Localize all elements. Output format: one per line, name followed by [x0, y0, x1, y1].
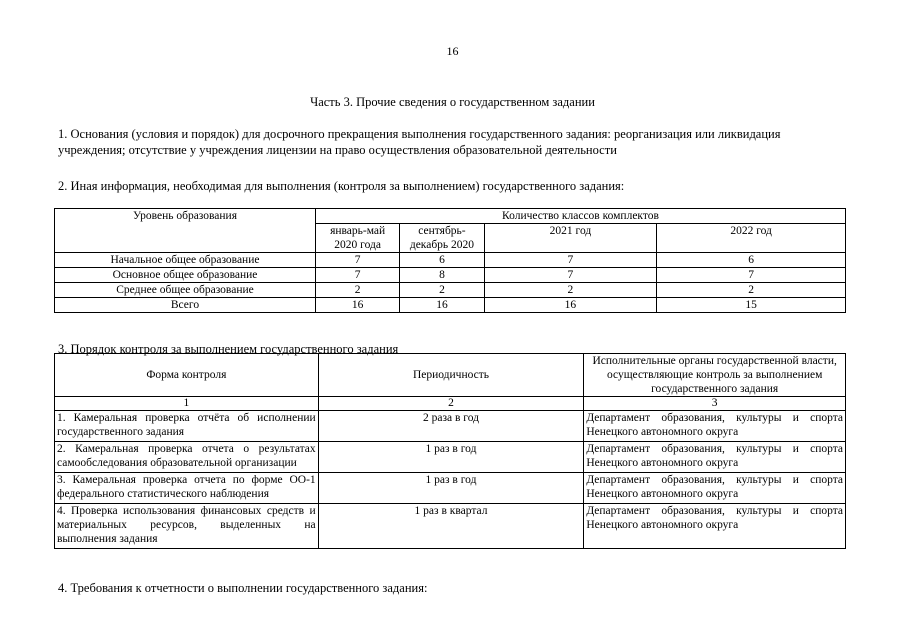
- control-form: 2. Камеральная проверка отчета о результатах самообследования образовательной организации: [55, 442, 319, 473]
- header-period: сентябрь-декабрь 2020: [400, 224, 484, 253]
- education-level: Начальное общее образование: [55, 253, 316, 268]
- control-organ: Департамент образования, культуры и спорта Ненецкого автономного округа: [584, 504, 846, 549]
- class-count: 2: [315, 283, 399, 298]
- table-row-total: [55, 298, 846, 313]
- control-table: [54, 353, 846, 549]
- education-level: Среднее общее образование: [55, 283, 316, 298]
- classes-table: [54, 208, 846, 313]
- class-count: 16: [484, 298, 657, 313]
- class-count: 7: [657, 268, 846, 283]
- header-control-organ: Исполнительные органы государственной власти, осуществляющие контроль за выполнением государственного задания: [584, 354, 846, 397]
- control-organ: Департамент образования, культуры и спорта Ненецкого автономного округа: [584, 473, 846, 504]
- header-class-count: Количество классов комплектов: [315, 209, 845, 224]
- paragraph-control-order: 3. Порядок контроля за выполнением государственного задания: [58, 342, 399, 356]
- header-education-level: Уровень образования: [55, 209, 316, 253]
- column-number: 2: [318, 397, 584, 411]
- class-count: 6: [657, 253, 846, 268]
- class-count: 7: [484, 253, 657, 268]
- class-count: 8: [400, 268, 484, 283]
- table-row: [55, 283, 846, 298]
- class-count: 16: [315, 298, 399, 313]
- periodicity: 1 раз в год: [318, 442, 584, 473]
- periodicity: 1 раз в год: [318, 473, 584, 504]
- class-count: 15: [657, 298, 846, 313]
- header-periodicity: Периодичность: [318, 354, 584, 397]
- class-count: 7: [315, 268, 399, 283]
- header-period: январь-май 2020 года: [315, 224, 399, 253]
- class-count: 6: [400, 253, 484, 268]
- table-row: [55, 473, 846, 504]
- table-row: [55, 504, 846, 549]
- class-count: 2: [657, 283, 846, 298]
- education-level: Всего: [55, 298, 316, 313]
- control-form: 1. Камеральная проверка отчёта об исполнении государственного задания: [55, 411, 319, 442]
- page-number: 16: [446, 44, 459, 58]
- table-row: [55, 442, 846, 473]
- class-count: 2: [484, 283, 657, 298]
- control-form: 3. Камеральная проверка отчета по форме ОО-1 федерального статистического наблюдения: [55, 473, 319, 504]
- column-number: 1: [55, 397, 319, 411]
- header-period: 2022 год: [657, 224, 846, 253]
- column-number: 3: [584, 397, 846, 411]
- class-count: 16: [400, 298, 484, 313]
- header-control-form: Форма контроля: [55, 354, 319, 397]
- table-row: [55, 411, 846, 442]
- part-title: Часть 3. Прочие сведения о государственном задании: [310, 95, 595, 109]
- header-period: 2021 год: [484, 224, 657, 253]
- control-organ: Департамент образования, культуры и спорта Ненецкого автономного округа: [584, 442, 846, 473]
- class-count: 7: [315, 253, 399, 268]
- table-row: [55, 268, 846, 283]
- education-level: Основное общее образование: [55, 268, 316, 283]
- paragraph-reporting-requirements: 4. Требования к отчетности о выполнении государственного задания:: [58, 581, 428, 595]
- control-form: 4. Проверка использования финансовых средств и материальных ресурсов, выделенных на выполнения задания: [55, 504, 319, 549]
- class-count: 7: [484, 268, 657, 283]
- control-organ: Департамент образования, культуры и спорта Ненецкого автономного округа: [584, 411, 846, 442]
- periodicity: 1 раз в квартал: [318, 504, 584, 549]
- class-count: 2: [400, 283, 484, 298]
- paragraph-termination-grounds: 1. Основания (условия и порядок) для досрочного прекращения выполнения государственного задания: реорганизация или ликвидация учреждения; отсутствие у учреждения лицензии на право осуществления образовательной деятельности: [58, 127, 781, 157]
- table-row: [55, 253, 846, 268]
- paragraph-other-info: 2. Иная информация, необходимая для выполнения (контроля за выполнением) государственного задания:: [58, 179, 625, 193]
- periodicity: 2 раза в год: [318, 411, 584, 442]
